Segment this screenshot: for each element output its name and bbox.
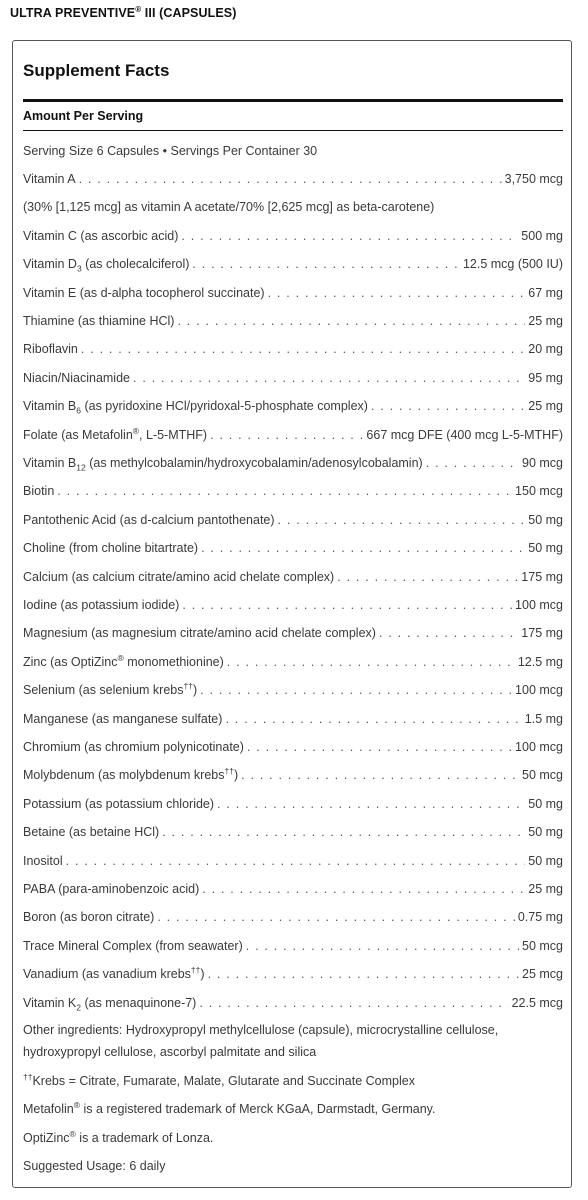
dot-leader [379, 623, 518, 643]
dot-leader [202, 879, 525, 899]
nutrient-name-text: ) [192, 683, 198, 697]
nutrient-amount: 667 mcg DFE (400 mcg L-5-MTHF) [366, 428, 563, 442]
nutrient-name-text: ) [200, 967, 205, 981]
dot-leader [81, 339, 525, 359]
dot-leader [247, 737, 512, 757]
dot-leader [337, 567, 518, 587]
nutrient-amount: 50 mcg [522, 939, 563, 953]
nutrient-name-text: Pantothenic Acid (as d-calcium pantothenate) [23, 513, 275, 527]
dot-leader [241, 765, 519, 785]
dot-leader [66, 851, 526, 871]
dot-leader [227, 652, 515, 672]
other-ingredients-line-1: Other ingredients: Hydroxypropyl methylcellulose (capsule), microcrystalline cellulose, [23, 1023, 499, 1037]
nutrient-row [23, 254, 563, 274]
nutrient-amount: 25 mcg [522, 967, 563, 981]
amount-per-serving-heading: Amount Per Serving [23, 109, 144, 123]
other-ingredients-line-2: hydroxypropyl cellulose, ascorbyl palmitate and silica [23, 1045, 317, 1059]
nutrient-amount: 25 mg [528, 882, 563, 896]
superscript: ® [117, 652, 124, 663]
dot-leader [177, 311, 525, 331]
nutrient-name [23, 822, 159, 842]
nutrient-name-text: Vanadium (as vanadium krebs [23, 967, 191, 981]
nutrient-amount: 50 mg [528, 541, 563, 555]
nutrient-amount: 50 mg [528, 854, 563, 868]
nutrient-amount: 50 mg [528, 797, 563, 811]
nutrient-name-text: Trace Mineral Complex (from seawater) [23, 939, 243, 953]
dot-leader [157, 907, 515, 927]
nutrient-name [23, 169, 76, 189]
nutrient-name [23, 595, 179, 615]
dot-leader [225, 709, 521, 729]
nutrient-row [23, 907, 563, 927]
nutrient-row [23, 765, 563, 785]
krebs-footnote-text: Krebs = Citrate, Fumarate, Malate, Glutarate and Succinate Complex [32, 1074, 415, 1088]
nutrient-name [23, 936, 243, 956]
nutrient-name-text: Chromium (as chromium polynicotinate) [23, 740, 244, 754]
nutrient-name-text: Calcium (as calcium citrate/amino acid chelate complex) [23, 570, 335, 584]
subscript: 12 [76, 462, 86, 473]
nutrient-amount: 67 mg [528, 286, 563, 300]
nutrient-name-text: Zinc (as OptiZinc [23, 655, 118, 669]
dot-leader [201, 538, 525, 558]
dot-leader [426, 453, 519, 473]
nutrient-name [23, 339, 78, 359]
nutrient-name [23, 993, 196, 1013]
nutrient-name-text: Thiamine (as thiamine HCl) [23, 314, 175, 328]
metafolin-name: Metafolin [23, 1102, 74, 1116]
nutrient-row [23, 396, 563, 416]
dot-leader [246, 936, 519, 956]
nutrient-name [23, 425, 207, 445]
nutrient-row [23, 538, 563, 558]
subscript: 3 [76, 263, 82, 274]
thick-divider [23, 99, 563, 102]
nutrient-row [23, 879, 563, 899]
nutrient-amount: 25 mg [528, 399, 563, 413]
metafolin-trademark-note [23, 1099, 563, 1119]
nutrient-name-text: Boron (as boron citrate) [23, 910, 155, 924]
optizinc-note-text: is a trademark of Lonza. [75, 1131, 214, 1145]
nutrient-name-text: Vitamin B [23, 399, 77, 413]
nutrient-amount: 175 mg [521, 626, 563, 640]
nutrient-row [23, 936, 563, 956]
nutrient-name [23, 879, 199, 899]
dot-leader [79, 169, 502, 189]
nutrient-name-text: Biotin [23, 484, 55, 498]
subscript: 2 [76, 1002, 81, 1013]
nutrient-name [23, 794, 214, 814]
nutrient-amount: 100 mcg [515, 598, 563, 612]
dot-leader [210, 425, 363, 445]
nutrient-name-text: Choline (from choline bitartrate) [23, 541, 199, 555]
dot-leader [371, 396, 525, 416]
nutrient-row [23, 226, 563, 246]
nutrient-row [23, 311, 563, 331]
nutrient-amount: 95 mg [528, 371, 563, 385]
nutrient-name-text: monomethionine) [123, 655, 224, 669]
nutrient-row [23, 339, 563, 359]
nutrient-row [23, 623, 563, 643]
nutrient-name [23, 851, 63, 871]
nutrient-amount: 50 mg [528, 513, 563, 527]
nutrient-amount: 0.75 mg [517, 910, 563, 924]
dot-leader [200, 680, 512, 700]
serving-info: Serving Size 6 Capsules • Servings Per Container 30 [23, 144, 318, 158]
nutrient-name-text: Inositol [23, 854, 63, 868]
nutrient-row [23, 510, 563, 530]
nutrient-amount: 12.5 mg [517, 655, 563, 669]
nutrient-row [23, 453, 563, 473]
nutrient-row [23, 481, 563, 501]
nutrient-name [23, 623, 376, 643]
nutrient-name-text: Niacin/Niacinamide [23, 371, 130, 385]
nutrient-name [23, 709, 222, 729]
nutrient-amount: 25 mg [528, 314, 563, 328]
nutrient-row [23, 993, 563, 1013]
nutrient-amount: 90 mcg [522, 456, 563, 470]
nutrient-name [23, 652, 224, 672]
nutrient-name-text: Betaine (as betaine HCl) [23, 825, 160, 839]
nutrient-name [23, 453, 423, 473]
nutrient-amount: 100 mcg [515, 683, 563, 697]
nutrient-name-text: Vitamin B [23, 456, 77, 470]
nutrient-row [23, 737, 563, 757]
dot-leader [199, 993, 508, 1013]
nutrient-name-text: (as menaquinone-7) [81, 996, 197, 1010]
nutrient-name-text: Vitamin D [23, 257, 77, 271]
nutrient-amount: 50 mcg [522, 768, 563, 782]
nutrient-amount: 50 mg [528, 825, 563, 839]
nutrient-amount: 1.5 mg [524, 712, 563, 726]
metafolin-note-text: is a registered trademark of Merck KGaA, Darmstadt, Germany. [80, 1102, 436, 1116]
product-name-suffix: III (CAPSULES) [141, 6, 237, 20]
nutrient-name [23, 765, 238, 785]
nutrient-name-text: Selenium (as selenium krebs [23, 683, 184, 697]
nutrient-row [23, 851, 563, 871]
optizinc-trademark-note [23, 1128, 563, 1148]
nutrient-name-text: Vitamin K [23, 996, 77, 1010]
product-name: ULTRA PREVENTIVE [10, 6, 136, 20]
nutrient-name-text: (as pyridoxine HCl/pyridoxal-5-phosphate complex) [81, 399, 368, 413]
superscript: †† [183, 680, 193, 691]
registered-mark: ® [73, 1099, 80, 1110]
nutrient-name-text: PABA (para-aminobenzoic acid) [23, 882, 200, 896]
nutrient-row [23, 595, 563, 615]
nutrient-name [23, 481, 54, 501]
nutrient-name-text: Manganese (as manganese sulfate) [23, 712, 223, 726]
nutrient-row [23, 680, 563, 700]
krebs-footnote [23, 1071, 563, 1091]
facts-title: Supplement Facts [23, 61, 170, 80]
dot-leader [208, 964, 519, 984]
nutrient-name [23, 907, 154, 927]
nutrient-name [23, 311, 174, 331]
nutrient-name [23, 396, 368, 416]
nutrient-row [23, 822, 563, 842]
dot-leader [192, 254, 460, 274]
nutrient-amount: 22.5 mcg [511, 996, 563, 1010]
dot-leader [217, 794, 525, 814]
nutrient-name-text: , L-5-MTHF) [139, 428, 208, 442]
nutrient-name-text: (as cholecalciferol) [81, 257, 190, 271]
supplement-facts-panel [12, 40, 572, 1188]
registered-mark: ® [69, 1128, 76, 1139]
nutrient-name-text: Molybdenum (as molybdenum krebs [23, 768, 225, 782]
nutrient-amount: 12.5 mcg (500 IU) [462, 257, 563, 271]
nutrient-row [23, 794, 563, 814]
dot-leader [181, 226, 518, 246]
nutrient-name [23, 964, 205, 984]
dot-leader [268, 283, 526, 303]
nutrient-name-text: Iodine (as potassium iodide) [23, 598, 180, 612]
nutrient-name [23, 226, 178, 246]
nutrient-name [23, 538, 198, 558]
nutrient-name-text: Vitamin E (as d-alpha tocopherol succinate) [23, 286, 265, 300]
nutrient-row [23, 964, 563, 984]
superscript: †† [190, 964, 201, 975]
nutrient-amount: 3,750 mcg [504, 172, 563, 186]
dot-leader [133, 368, 525, 388]
nutrient-amount: 150 mcg [515, 484, 563, 498]
vitamin-a-note: (30% [1,125 mcg] as vitamin A acetate/70% [2,625 mcg] as beta-carotene) [23, 200, 435, 214]
product-title [10, 6, 237, 20]
thin-divider [23, 130, 563, 131]
nutrient-name [23, 737, 244, 757]
nutrient-row [23, 652, 563, 672]
nutrient-amount: 175 mg [521, 570, 563, 584]
subscript: 6 [76, 405, 81, 416]
nutrient-name-text: (as methylcobalamin/hydroxycobalamin/adenosylcobalamin) [85, 456, 423, 470]
nutrient-row [23, 169, 563, 189]
dot-leader [278, 510, 526, 530]
suggested-usage: Suggested Usage: 6 daily [23, 1159, 166, 1173]
nutrient-name-text: Magnesium (as magnesium citrate/amino acid chelate complex) [23, 626, 376, 640]
nutrient-row [23, 425, 563, 445]
nutrient-name-text: Vitamin C (as ascorbic acid) [23, 229, 179, 243]
nutrient-amount: 100 mcg [515, 740, 563, 754]
nutrient-name-text: Vitamin A [23, 172, 76, 186]
nutrient-name-text: Potassium (as potassium chloride) [23, 797, 215, 811]
optizinc-name: OptiZinc [23, 1131, 70, 1145]
nutrient-row [23, 709, 563, 729]
superscript: †† [224, 765, 234, 776]
nutrient-name-text: ) [233, 768, 239, 782]
nutrient-amount: 500 mg [521, 229, 563, 243]
registered-mark: ® [135, 4, 142, 14]
nutrient-name [23, 283, 265, 303]
nutrient-amount: 20 mg [528, 342, 563, 356]
nutrient-row [23, 368, 563, 388]
dot-leader [182, 595, 512, 615]
nutrient-name [23, 368, 130, 388]
nutrient-name [23, 680, 197, 700]
dot-leader [57, 481, 512, 501]
nutrient-name [23, 567, 334, 587]
superscript: ® [132, 425, 140, 436]
nutrient-name [23, 254, 189, 274]
nutrient-name [23, 510, 275, 530]
nutrient-name-text: Folate (as Metafolin [23, 428, 133, 442]
dot-leader [162, 822, 525, 842]
nutrient-row [23, 283, 563, 303]
footnote-mark: †† [23, 1071, 33, 1082]
nutrient-name-text: Riboflavin [23, 342, 78, 356]
nutrient-row [23, 567, 563, 587]
